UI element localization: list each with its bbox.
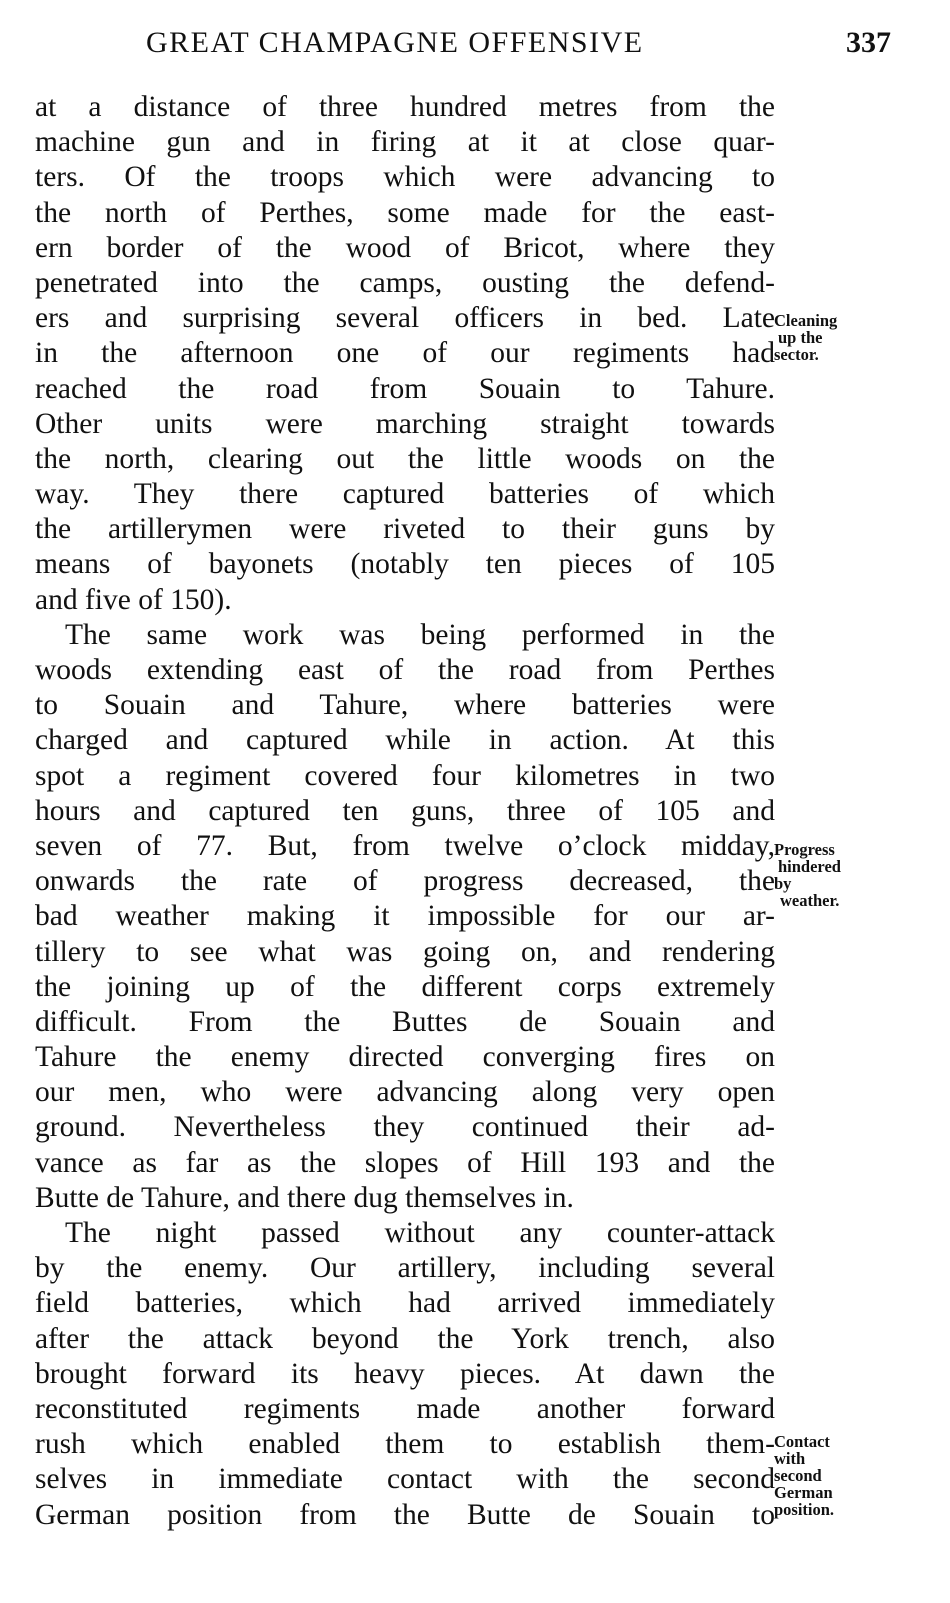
margin-note-line: German [774,1483,833,1502]
text-line: seven of 77. But, from twelve o’clock midday, [35,829,775,862]
text-line: The night passed without any counter-attack [65,1217,775,1249]
running-title: GREAT CHAMPAGNE OFFENSIVE [146,26,644,59]
text-line: rush which enabled them to establish them- [35,1428,775,1461]
text-line: hours and captured ten guns, three of 105 and [35,794,775,827]
text-line: at a distance of three hundred metres from the [35,91,775,123]
text-line: Butte de Tahure, and there dug themselves in. [35,1181,574,1214]
margin-note-line: Cleaning [774,311,838,330]
text-line: difficult. From the Buttes de Souain and [35,1005,775,1038]
text-line: ground. Nevertheless they continued their ad- [35,1111,775,1144]
text-line: the artillerymen were riveted to their guns by [35,513,775,546]
text-line: way. They there captured batteries of which [35,478,775,511]
text-line: Other units were marching straight towards [35,407,775,440]
text-line: our men, who were advancing along very open [35,1076,775,1109]
text-line: tillery to see what was going on, and rendering [35,935,775,968]
text-line: after the attack beyond the York trench, also [35,1322,775,1355]
page-number: 337 [846,26,891,59]
text-line: reconstituted regiments made another forward [35,1392,775,1425]
text-line: ern border of the wood of Bricot, where they [35,231,775,264]
text-line: by the enemy. Our artillery, including several [35,1252,775,1285]
text-line: spot a regiment covered four kilometres in two [35,759,775,792]
text-line: bad weather making it impossible for our ar- [35,900,775,933]
text-line: the north of Perthes, some made for the east- [35,196,775,229]
margin-note-progress [774,841,841,909]
margin-note-line: up the [778,328,823,347]
margin-note-line: weather. [780,891,840,910]
body-text [35,90,775,1533]
text-line: ers and surprising several officers in bed. Late [35,302,775,335]
text-line: and five of 150). [35,583,232,616]
text-line: Tahure the enemy directed converging fires on [35,1041,775,1074]
text-line: field batteries, which had arrived immediately [35,1287,775,1320]
text-line: reached the road from Souain to Tahure. [35,372,775,405]
margin-note-cleaning [774,312,837,363]
text-line: machine gun and in firing at it at close quar- [35,126,775,159]
margin-note-line: Progress [774,840,835,859]
text-line: brought forward its heavy pieces. At dawn the [35,1357,775,1390]
text-line: means of bayonets (notably ten pieces of 105 [35,548,775,581]
text-line: in the afternoon one of our regiments had [35,337,775,370]
margin-note-line: second [774,1466,822,1485]
text-line: The same work was being performed in the [65,618,775,651]
margin-note-line: hindered [778,857,841,876]
page-header [0,26,950,66]
margin-note-line: Contact [774,1432,830,1451]
margin-note-contact [774,1433,834,1518]
text-line: the joining up of the different corps extremely [35,970,775,1003]
text-line: charged and captured while in action. At this [35,724,775,757]
text-line: woods extending east of the road from Perthes [35,654,775,686]
margin-note-line: with [774,1449,806,1468]
margin-note-line: position. [774,1500,835,1519]
text-line: onwards the rate of progress decreased, the [35,865,775,898]
text-line: selves in immediate contact with the second [35,1463,775,1496]
margin-note-line: by [774,874,792,893]
text-line: to Souain and Tahure, where batteries were [35,689,775,722]
text-line: penetrated into the camps, ousting the defend- [35,266,775,299]
text-line: the north, clearing out the little woods on the [35,442,775,475]
text-line: ters. Of the troops which were advancing to [35,161,775,194]
text-line: vance as far as the slopes of Hill 193 and the [35,1146,775,1179]
text-line: German position from the Butte de Souain to [35,1498,775,1531]
margin-note-line: sector. [774,345,819,364]
